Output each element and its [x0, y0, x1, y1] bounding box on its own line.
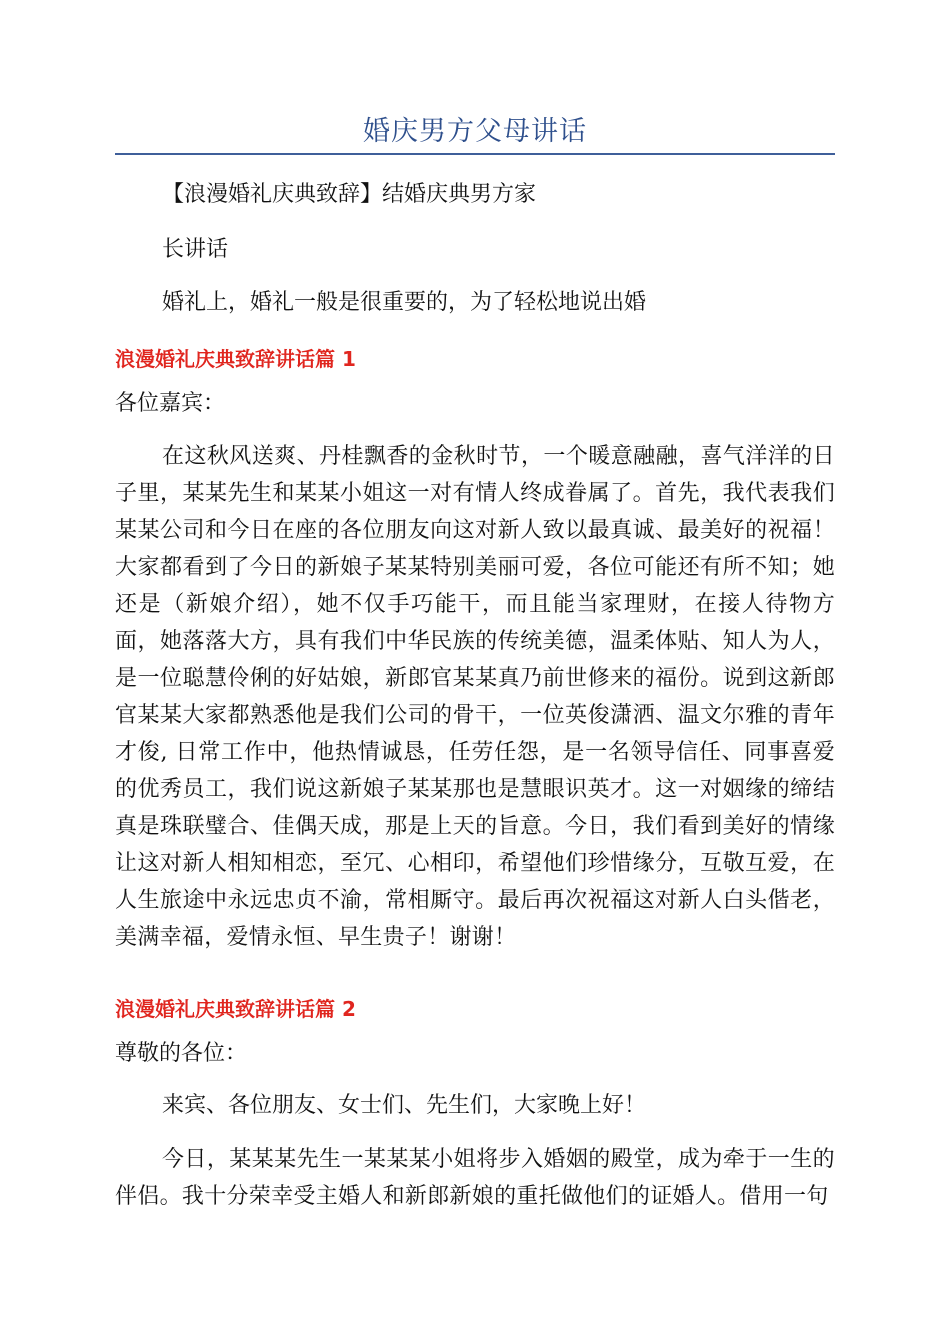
section-2-heading: 浪漫婚礼庆典致辞讲话篇 2	[115, 997, 356, 1021]
section-1-greeting: 各位嘉宾：	[115, 391, 226, 416]
intro-line-2: 长讲话	[162, 237, 229, 262]
section-1-heading: 浪漫婚礼庆典致辞讲话篇 1	[115, 347, 356, 371]
section-2-line-1: 来宾、各位朋友、女士们、先生们，大家晚上好！	[162, 1093, 647, 1118]
section-2-greeting: 尊敬的各位：	[115, 1041, 248, 1066]
title-underline	[115, 153, 835, 155]
intro-line-1: 【浪漫婚礼庆典致辞】结婚庆典男方家	[162, 182, 537, 207]
document-title: 婚庆男方父母讲话	[363, 116, 587, 147]
section-2-body: 今日，某某某先生一某某某小姐将步入婚姻的殿堂，成为牵于一生的伴侣。我十分荣幸受主婚人和新郎新娘的重托做他们的证婚人。借用一句	[115, 1147, 835, 1209]
intro-line-3: 婚礼上，婚礼一般是很重要的，为了轻松地说出婚	[162, 290, 647, 315]
section-1-body: 在这秋风送爽、丹桂飘香的金秋时节，一个暖意融融，喜气洋洋的日子里，某某先生和某某小姐这一对有情人终成眷属了。首先，我代表我们某某公司和今日在座的各位朋友向这对新人致以最真诚、最美好的祝福！大家都看到了今日的新娘子某某特别美丽可爱，各位可能还有所不知；她还是（新娘介绍），她不仅手巧能干，而且能当家理财，在接人待物方面，她落落大方，具有我们中华民族的传统美德，温柔体贴、知人为人，是一位聪慧伶俐的好姑娘，新郎官某某真乃前世修来的福份。说到这新郎官某某大家都熟悉他是我们公司的骨干，一位英俊潇洒、温文尔雅的青年才俊, 日常工作中，他热情诚恳，任劳任怨，是一名领导信任、同事喜爱的优秀员工，我们说这新娘子某某那也是慧眼识英才。这一对姻缘的缔结真是珠联璧合、佳偶天成，那是上天的旨意。今日，我们看到美好的情缘让这对新人相知相恋，至冗、心相印，希望他们珍惜缘分，互敬互爱，在人生旅途中永远忠贞不渝，常相厮守。最后再次祝福这对新人白头偕老，美满幸福，爱情永恒、早生贵子！谢谢！	[115, 444, 835, 950]
